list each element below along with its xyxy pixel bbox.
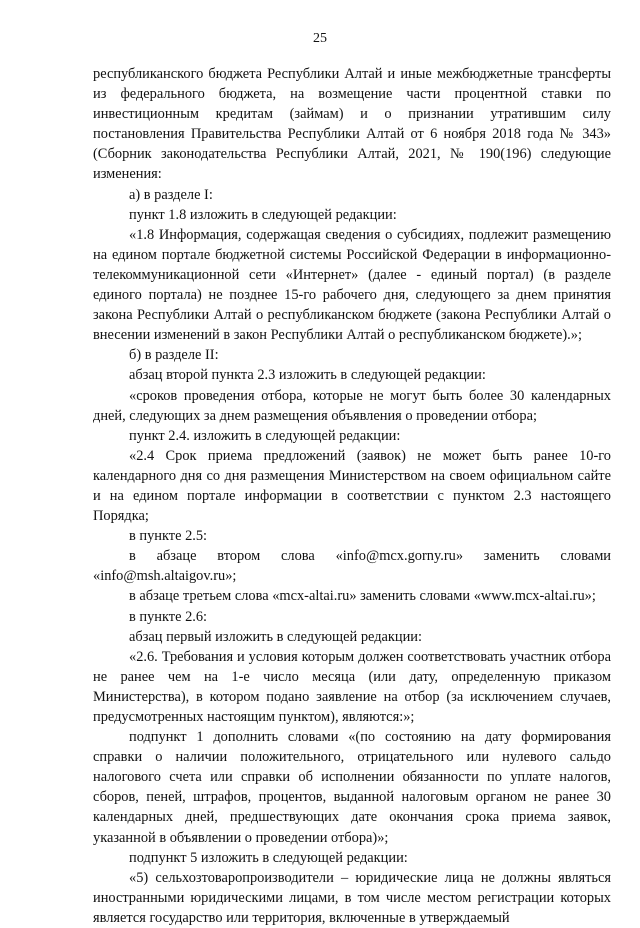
paragraph: б) в разделе II: bbox=[129, 347, 219, 364]
paragraph: подпункт 5 изложить в следующей редакции: bbox=[129, 849, 408, 866]
paragraph: подпункт 1 дополнить словами «(по состоянию на дату формирования справки о наличии положительного, отрицательного или нулевого сальдо налогового счета или справки об исполнении обязанности по уплате налогов, сборов, пеней, штрафов, процентов, выданной налоговым органом не ранее 30 календарных дней, предшествующих дате окончания срока приема заявок, указанной в объявлении о проведении отбора)»; bbox=[93, 729, 611, 846]
paragraph: в пункте 2.6: bbox=[129, 608, 208, 625]
paragraph: а) в разделе I: bbox=[129, 186, 213, 203]
paragraph: пункт 1.8 изложить в следующей редакции: bbox=[129, 206, 397, 223]
paragraph: «2.4 Срок приема предложений (заявок) не может быть ранее 10-го календарного дня со дня размещения Министерством на своем официальном сайте и на едином портале информации в соответствии с пунктом 2.3 настоящего Порядка; bbox=[93, 447, 611, 525]
paragraph: абзац первый изложить в следующей редакции: bbox=[129, 628, 423, 645]
paragraph: в абзаце третьем слова «mcx-altai.ru» заменить словами «www.mcx-altai.ru»; bbox=[129, 588, 596, 605]
paragraph: пункт 2.4. изложить в следующей редакции: bbox=[129, 427, 401, 444]
paragraph: в абзаце втором слова «info@mcx.gorny.ru» заменить словами «info@msh.altaigov.ru»; bbox=[93, 548, 611, 585]
page-number: 25 bbox=[313, 31, 327, 46]
paragraph: республиканского бюджета Республики Алтай и иные межбюджетные трансферты из федерального бюджета, на возмещение части процентной ставки по инвестиционным кредитам (займам) и о признании утратившим силу постановления Правительства Республики Алтай от 6 ноября 2018 года № 343» (Сборник законодательства Республики Алтай, 2021, № 190(196) следующие изменения: bbox=[93, 66, 611, 183]
paragraph: «сроков проведения отбора, которые не могут быть более 30 календарных дней, следующих за днем размещения объявления о проведении отбора; bbox=[93, 387, 611, 424]
paragraph: в пункте 2.5: bbox=[129, 528, 208, 545]
paragraph: абзац второй пункта 2.3 изложить в следующей редакции: bbox=[129, 367, 486, 384]
document-text bbox=[93, 64, 611, 928]
paragraph: «5) сельхозтоваропроизводители – юридические лица не должны являться иностранными юридическими лицами, в том числе местом регистрации которых является государство или территория, включенные в утверждаемый bbox=[93, 869, 611, 926]
paragraph: «1.8 Информация, содержащая сведения о субсидиях, подлежит размещению на едином портале бюджетной системы Российской Федерации в информационно-телекоммуникационной сети «Интернет» (далее - единый портал) (в разделе единого портала) не позднее 15-го рабочего дня, следующего за днем принятия закона Республики Алтай о республиканском бюджете (закона Республики Алтай о внесении изменений в закон Республики Алтай о республиканском бюджете).»; bbox=[93, 226, 611, 344]
paragraph: «2.6. Требования и условия которым должен соответствовать участник отбора не ранее чем на 1-е число месяца (или дату, определенную приказом Министерства), в котором подано заявление на отбор (за исключением случаев, предусмотренных настоящим пунктом), являются:»; bbox=[93, 648, 611, 725]
